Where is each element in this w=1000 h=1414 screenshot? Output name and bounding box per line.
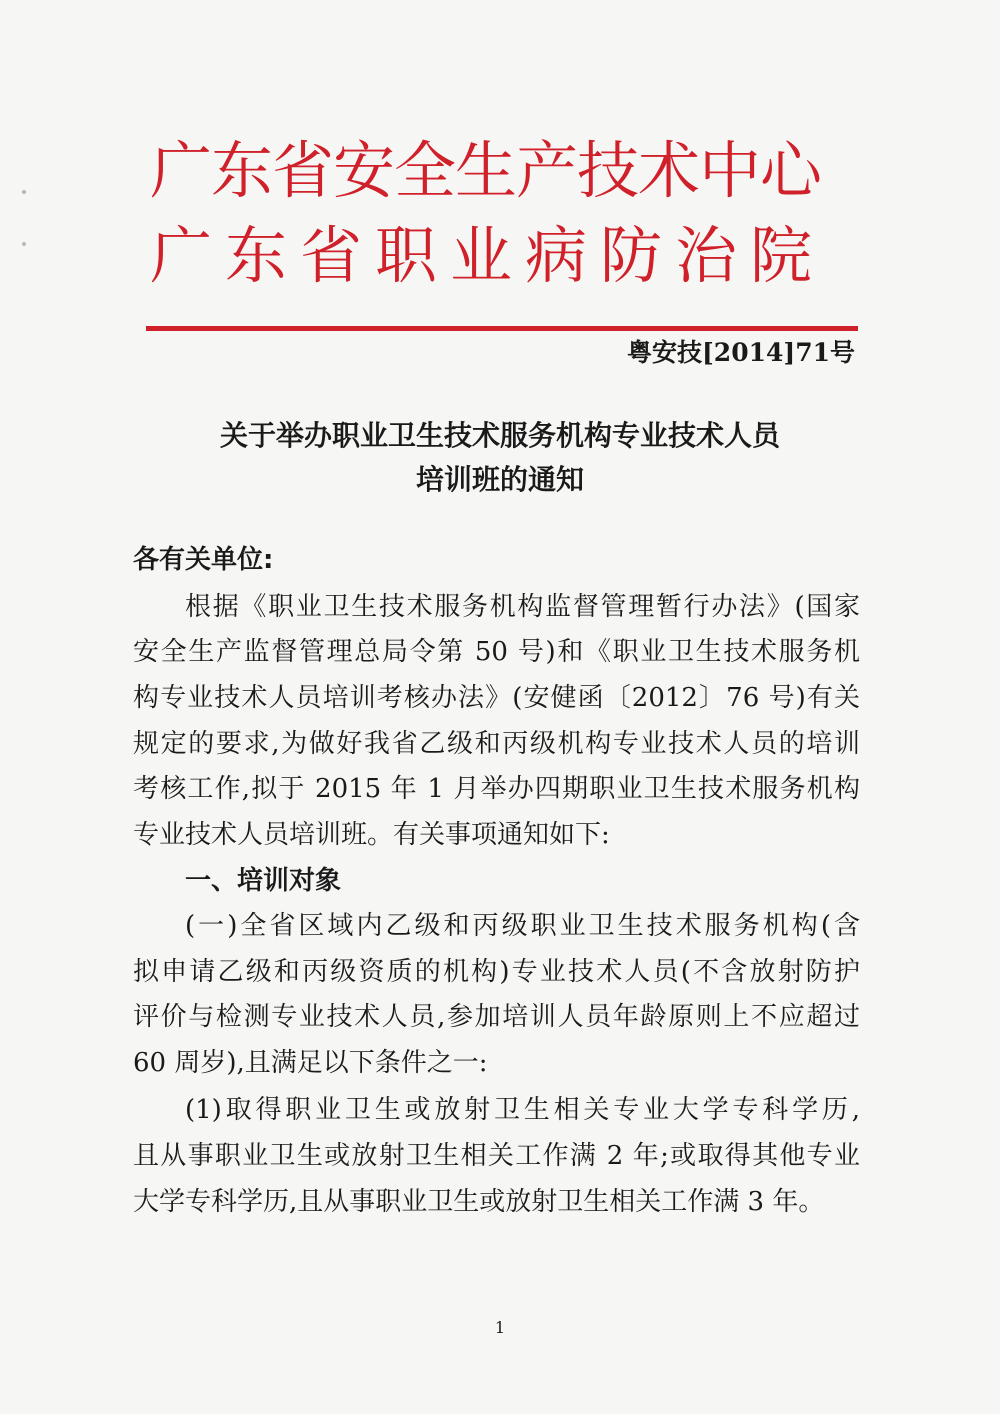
- org-name-line-2: 广东省职业病防治院: [150, 219, 826, 292]
- scan-speck: [22, 190, 26, 194]
- paragraph-2-line: 拟申请乙级和丙级资质的机构)专业技术人员(不含放射防护: [133, 957, 860, 987]
- org-name-line-1: 广东省安全生产技术中心: [150, 134, 822, 207]
- document-title-line-2: 培训班的通知: [415, 463, 584, 496]
- paragraph-1-line: 安全生产监督管理总局令第 50 号)和《职业卫生技术服务机: [133, 637, 860, 667]
- paragraph-3-line: 且从事职业卫生或放射卫生相关工作满 2 年;或取得其他专业: [133, 1141, 860, 1171]
- paragraph-1-line: 考核工作,拟于 2015 年 1 月举办四期职业卫生技术服务机构: [133, 774, 860, 804]
- paragraph-2-line: 评价与检测专业技术人员,参加培训人员年龄原则上不应超过: [133, 1002, 860, 1032]
- paragraph-3-line: (1)取得职业卫生或放射卫生相关专业大学专科学历,: [185, 1095, 860, 1125]
- document-title-line-1: 关于举办职业卫生技术服务机构专业技术人员: [219, 419, 780, 452]
- paragraph-2-line: (一)全省区域内乙级和丙级职业卫生技术服务机构(含: [185, 911, 860, 941]
- paragraph-1-line: 专业技术人员培训班。有关事项通知如下:: [133, 820, 610, 850]
- paragraph-2-line: 60 周岁),且满足以下条件之一:: [133, 1048, 488, 1078]
- page-number: 1: [494, 1318, 506, 1337]
- document-number: 粤安技[2014]71号: [626, 338, 855, 367]
- scan-speck: [22, 242, 26, 246]
- salutation: 各有关单位:: [133, 545, 274, 575]
- paragraph-1-line: 构专业技术人员培训考核办法》(安健函〔2012〕76 号)有关: [133, 683, 860, 713]
- red-header-rule: [146, 326, 858, 331]
- paragraph-1-line: 规定的要求,为做好我省乙级和丙级机构专业技术人员的培训: [133, 729, 860, 759]
- paragraph-1-line: 根据《职业卫生技术服务机构监督管理暂行办法》(国家: [185, 592, 860, 622]
- section-1-heading: 一、培训对象: [185, 866, 342, 896]
- paragraph-3-line: 大学专科学历,且从事职业卫生或放射卫生相关工作满 3 年。: [133, 1187, 825, 1217]
